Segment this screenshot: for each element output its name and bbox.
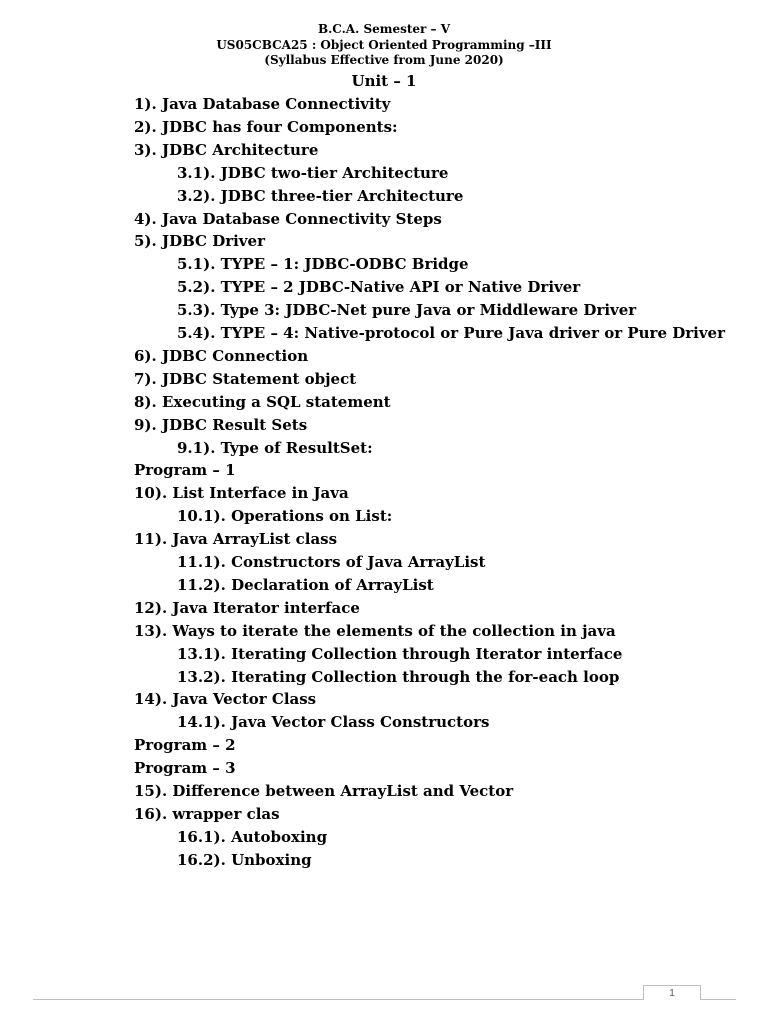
toc-entry: Program – 3 (134, 759, 236, 778)
header-semester: B.C.A. Semester – V (317, 22, 451, 36)
toc-entry: 1). Java Database Connectivity (134, 95, 391, 113)
toc-entry: 9). JDBC Result Sets (134, 415, 308, 434)
toc-entry: 4). Java Database Connectivity Steps (134, 209, 442, 228)
document-header (0, 22, 768, 69)
toc-entry: 11). Java ArrayList class (134, 530, 338, 549)
unit-title: Unit – 1 (351, 72, 417, 90)
toc-entry: 10.1). Operations on List: (177, 507, 393, 526)
toc-entry: 7). JDBC Statement object (134, 369, 357, 388)
toc-entry: 14.1). Java Vector Class Constructors (177, 713, 490, 732)
toc-entry: 12). Java Iterator interface (134, 598, 360, 617)
toc-entry: 3). JDBC Architecture (134, 140, 319, 159)
toc-entry: 13). Ways to iterate the elements of the collection in java (134, 621, 616, 640)
toc-entry: 8). Executing a SQL statement (134, 392, 391, 411)
toc-entry: 11.1). Constructors of Java ArrayList (177, 553, 486, 571)
header-syllabus: (Syllabus Effective from June 2020) (264, 53, 504, 67)
toc-entry: 3.1). JDBC two-tier Architecture (177, 163, 449, 182)
toc-entry: 16.1). Autoboxing (177, 827, 328, 846)
toc-entry: 5.3). Type 3: JDBC-Net pure Java or Middleware Driver (177, 301, 637, 320)
toc-entry: 16). wrapper clas (134, 804, 280, 823)
footer-rule (33, 999, 736, 1000)
toc-entry: 16.2). Unboxing (177, 850, 312, 869)
toc-entry: 14). Java Vector Class (134, 690, 317, 709)
toc-entry: 9.1). Type of ResultSet: (177, 438, 373, 457)
page-number: 1 (643, 985, 701, 1000)
toc-entry: 5.4). TYPE – 4: Native-protocol or Pure Java driver or Pure Driver (177, 324, 725, 342)
toc-entry: 3.2). JDBC three-tier Architecture (177, 186, 464, 205)
toc-entry: 5). JDBC Driver (134, 232, 265, 251)
toc-entry: 2). JDBC has four Components: (134, 117, 398, 136)
toc-entry: Program – 2 (134, 736, 236, 755)
toc-entry: Program – 1 (134, 461, 236, 480)
toc-entry: 5.2). TYPE – 2 JDBC-Native API or Native Driver (177, 278, 581, 297)
toc-entry: 5.1). TYPE – 1: JDBC-ODBC Bridge (177, 255, 469, 274)
header-course: US05CBCA25 : Object Oriented Programming –III (216, 37, 552, 52)
toc-entry: 13.2). Iterating Collection through the for-each loop (177, 667, 620, 686)
toc-entry: 10). List Interface in Java (134, 484, 349, 503)
toc-entry: 13.1). Iterating Collection through Iterator interface (177, 644, 623, 663)
toc-entry: 15). Difference between ArrayList and Vector (134, 782, 514, 800)
toc-entry: 6). JDBC Connection (134, 346, 309, 365)
toc-entry: 11.2). Declaration of ArrayList (177, 575, 434, 594)
